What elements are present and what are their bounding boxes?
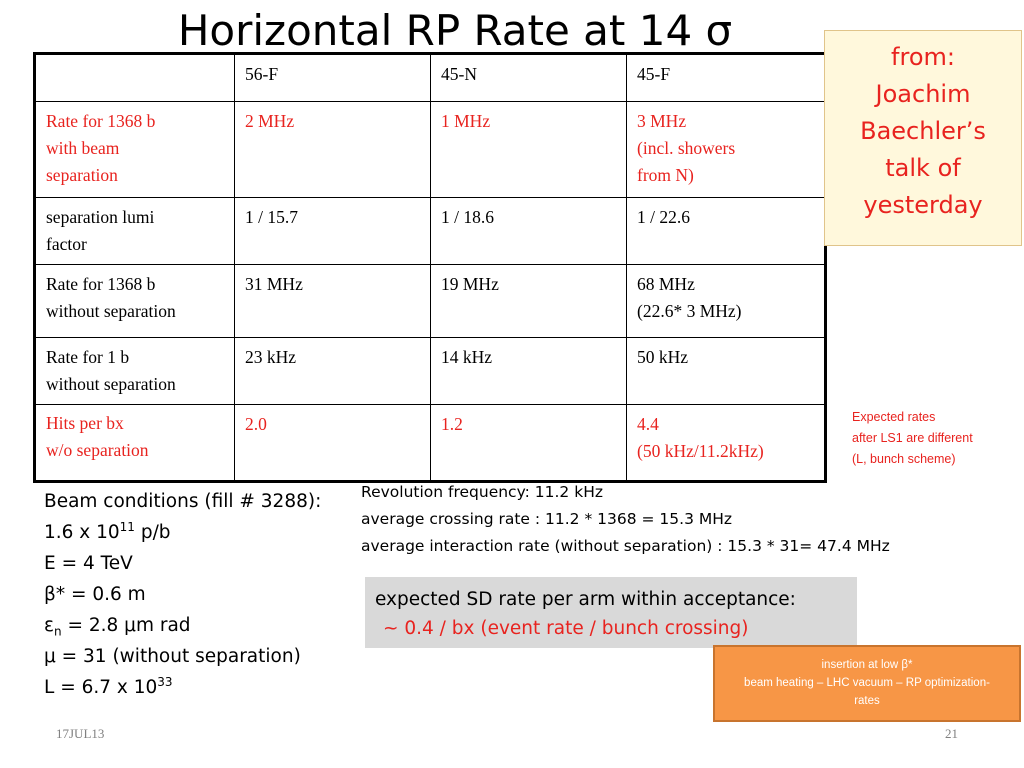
cell-value: 4.4 [637, 414, 659, 434]
table-cell [235, 265, 431, 338]
source-note-box [824, 30, 1022, 246]
row-label [35, 338, 235, 405]
rev-line: average interaction rate (without separation) : 15.3 * 31= 47.4 MHz [361, 537, 890, 555]
cell-value: 1 / 22.6 [637, 207, 690, 227]
cell-value: 19 MHz [441, 274, 499, 294]
cell-value: 1 / 18.6 [441, 207, 494, 227]
row-label-line: Hits per bx [46, 413, 124, 433]
beam-conditions [44, 486, 321, 703]
emittance-symbol: ε [44, 615, 54, 636]
table-header-row [35, 54, 826, 102]
row-label-line: Rate for 1 b [46, 347, 130, 367]
page-number: 21 [945, 726, 958, 741]
table-cell [431, 102, 627, 198]
cell-value: 68 MHz [637, 274, 695, 294]
cell-value: 2.0 [245, 414, 267, 434]
slide-title: Horizontal RP Rate at 14 σ [177, 6, 733, 55]
table-row [35, 405, 826, 482]
cell-value: 50 kHz [637, 347, 689, 367]
insertion-note-box [713, 645, 1021, 722]
table-cell [431, 265, 627, 338]
table-cell [627, 405, 826, 482]
beam-heading: Beam conditions (fill # 3288): [44, 491, 322, 512]
luminosity [44, 672, 321, 703]
expected-rates-note [852, 407, 1022, 470]
table-cell [235, 102, 431, 198]
table-row [35, 265, 826, 338]
cell-value: 1 MHz [441, 111, 491, 131]
bunch-exponent: 11 [119, 519, 135, 534]
beta-value: * = 0.6 m [55, 584, 146, 605]
table-cell [431, 405, 627, 482]
table-cell [235, 338, 431, 405]
cell-value: 23 kHz [245, 347, 297, 367]
cell-value: (incl. showers [637, 138, 736, 158]
row-label-line: factor [46, 234, 87, 254]
row-label [35, 265, 235, 338]
table-header-cell: 45-F [627, 54, 826, 102]
row-label [35, 102, 235, 198]
insertion-line: beam heating – LHC vacuum – RP optimization- [744, 677, 990, 689]
source-note-line: yesterday [863, 191, 983, 219]
revolution-info [361, 479, 890, 560]
table-cell [235, 198, 431, 265]
rp-rate-table [33, 52, 827, 483]
row-label-line: Rate for 1368 b [46, 274, 156, 294]
bunch-prefix: 1.6 x 10 [44, 522, 120, 543]
row-label-line: with beam [46, 138, 120, 158]
expected-note-line: (L, bunch scheme) [852, 452, 956, 466]
table-row [35, 198, 826, 265]
emittance-subscript: n [54, 624, 62, 639]
source-note-line: from: [891, 43, 955, 71]
source-note-line: Joachim [875, 80, 971, 108]
emittance [44, 610, 321, 641]
table-cell [627, 198, 826, 265]
table-cell [627, 265, 826, 338]
table-header-cell [35, 54, 235, 102]
row-label-line: w/o separation [46, 440, 149, 460]
cell-value: 1 / 15.7 [245, 207, 298, 227]
sd-rate-box [365, 577, 857, 648]
lumi-prefix: L = 6.7 x 10 [44, 677, 158, 698]
row-label [35, 405, 235, 482]
beta-symbol: β [44, 584, 56, 605]
row-label-line: separation [46, 165, 118, 185]
cell-value: 3 MHz [637, 111, 687, 131]
sd-rate-line: expected SD rate per arm within acceptance: [375, 589, 796, 610]
row-label [35, 198, 235, 265]
bunch-suffix: p/b [134, 522, 171, 543]
cell-value: 14 kHz [441, 347, 493, 367]
insertion-line: rates [854, 695, 880, 707]
table-cell [431, 338, 627, 405]
row-label-line: without separation [46, 374, 176, 394]
row-label-line: separation lumi [46, 207, 155, 227]
cell-value: 31 MHz [245, 274, 303, 294]
table-cell [431, 198, 627, 265]
pileup-mu: μ = 31 (without separation) [44, 646, 301, 667]
table-header-cell: 45-N [431, 54, 627, 102]
cell-value: (22.6* 3 MHz) [637, 301, 742, 321]
table-cell [627, 338, 826, 405]
expected-note-line: after LS1 are different [852, 431, 973, 445]
lumi-exponent: 33 [157, 674, 173, 689]
cell-value: 2 MHz [245, 111, 295, 131]
expected-note-line: Expected rates [852, 410, 936, 424]
table-cell [627, 102, 826, 198]
insertion-line: insertion at low β* [821, 659, 913, 671]
row-label-line: without separation [46, 301, 176, 321]
beam-energy: E = 4 TeV [44, 553, 133, 574]
source-note-line: talk of [885, 154, 961, 182]
table-row [35, 338, 826, 405]
table-row [35, 102, 826, 198]
footer-date: 17JUL13 [56, 726, 105, 741]
sd-rate-value: ~ 0.4 / bx (event rate / bunch crossing) [383, 618, 749, 639]
cell-value: (50 kHz/11.2kHz) [637, 441, 764, 461]
rev-line: Revolution frequency: 11.2 kHz [361, 483, 603, 501]
bunch-intensity [44, 517, 321, 548]
source-note-line: Baechler’s [860, 117, 986, 145]
rev-line: average crossing rate : 11.2 * 1368 = 15.3 MHz [361, 510, 733, 528]
emittance-value: = 2.8 μm rad [61, 615, 191, 636]
row-label-line: Rate for 1368 b [46, 111, 156, 131]
beta-star [44, 579, 321, 610]
cell-value: 1.2 [441, 414, 463, 434]
cell-value: from N) [637, 165, 694, 185]
table-header-cell: 56-F [235, 54, 431, 102]
table-cell [235, 405, 431, 482]
